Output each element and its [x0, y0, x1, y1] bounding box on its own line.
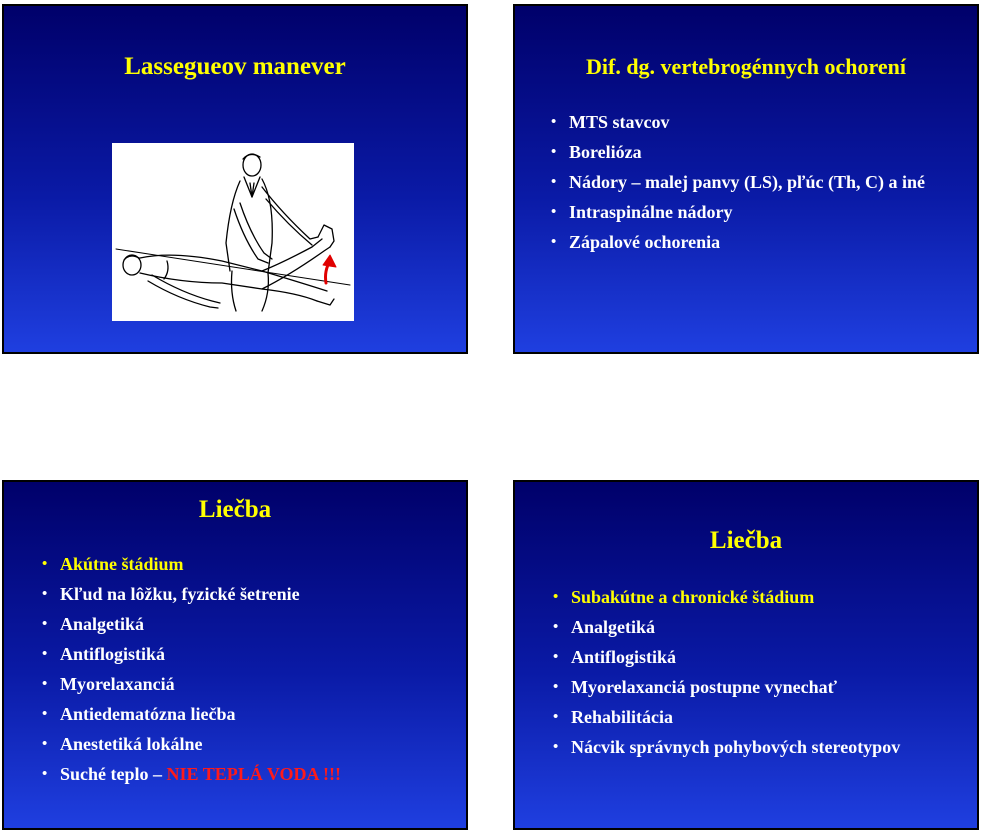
bullet-icon: • [553, 649, 559, 665]
slide-treatment-chronic [513, 480, 979, 830]
bullet-list [42, 552, 462, 792]
bullet-icon: • [551, 144, 557, 160]
bullet-icon: • [553, 709, 559, 725]
bullet-icon: • [553, 739, 559, 755]
slide-title: Dif. dg. vertebrogénnych ochorení [586, 54, 906, 79]
bullet-icon: • [551, 114, 557, 130]
list-item: • Analgetiká [42, 612, 462, 637]
list-item: • Nádory – malej panvy (LS), pľúc (Th, C) a iné [551, 170, 951, 195]
list-item-heading: • Akútne štádium [42, 552, 462, 577]
slide-title: Liečba [709, 527, 783, 554]
list-item: • Antiedematózna liečba [42, 702, 462, 727]
list-item: • MTS stavcov [551, 110, 951, 135]
bullet-icon: • [551, 234, 557, 250]
bullet-icon: • [553, 679, 559, 695]
warning-text: NIE TEPLÁ VODA !!! [166, 764, 342, 784]
bullet-icon: • [42, 556, 48, 572]
list-item: • Antiflogistiká [553, 645, 973, 670]
list-item: • Anestetiká lokálne [42, 732, 462, 757]
slide-treatment-acute [2, 480, 468, 830]
bullet-icon: • [42, 736, 48, 752]
bullet-list [551, 110, 951, 260]
list-item: • Kľud na lôžku, fyzické šetrenie [42, 582, 462, 607]
list-item: • Zápalové ochorenia [551, 230, 951, 255]
list-item: • Analgetiká [553, 615, 973, 640]
slide-differential-diagnosis [513, 4, 979, 354]
lasegue-maneuver-illustration [112, 143, 354, 321]
bullet-icon: • [42, 616, 48, 632]
slide-title: Liečba [198, 496, 272, 523]
list-item: • Rehabilitácia [553, 705, 973, 730]
bullet-icon: • [553, 619, 559, 635]
bullet-icon: • [551, 174, 557, 190]
bullet-icon: • [42, 766, 48, 782]
list-item-heading: • Subakútne a chronické štádium [553, 585, 973, 610]
list-item: • Antiflogistiká [42, 642, 462, 667]
list-item: • Borelióza [551, 140, 951, 165]
bullet-icon: • [42, 706, 48, 722]
slide-lassegue [2, 4, 468, 354]
list-item: • Intraspinálne nádory [551, 200, 951, 225]
bullet-icon: • [551, 204, 557, 220]
bullet-icon: • [42, 646, 48, 662]
bullet-icon: • [42, 586, 48, 602]
list-item: • Suché teplo – NIE TEPLÁ VODA !!! [42, 762, 462, 787]
slide-title: Lassegueov manever [124, 53, 346, 80]
bullet-icon: • [42, 676, 48, 692]
bullet-icon: • [553, 589, 559, 605]
bullet-list [553, 585, 973, 765]
list-item: • Myorelaxanciá [42, 672, 462, 697]
list-item: • Nácvik správnych pohybových stereotypov [553, 735, 973, 760]
list-item: • Myorelaxanciá postupne vynechať [553, 675, 973, 700]
